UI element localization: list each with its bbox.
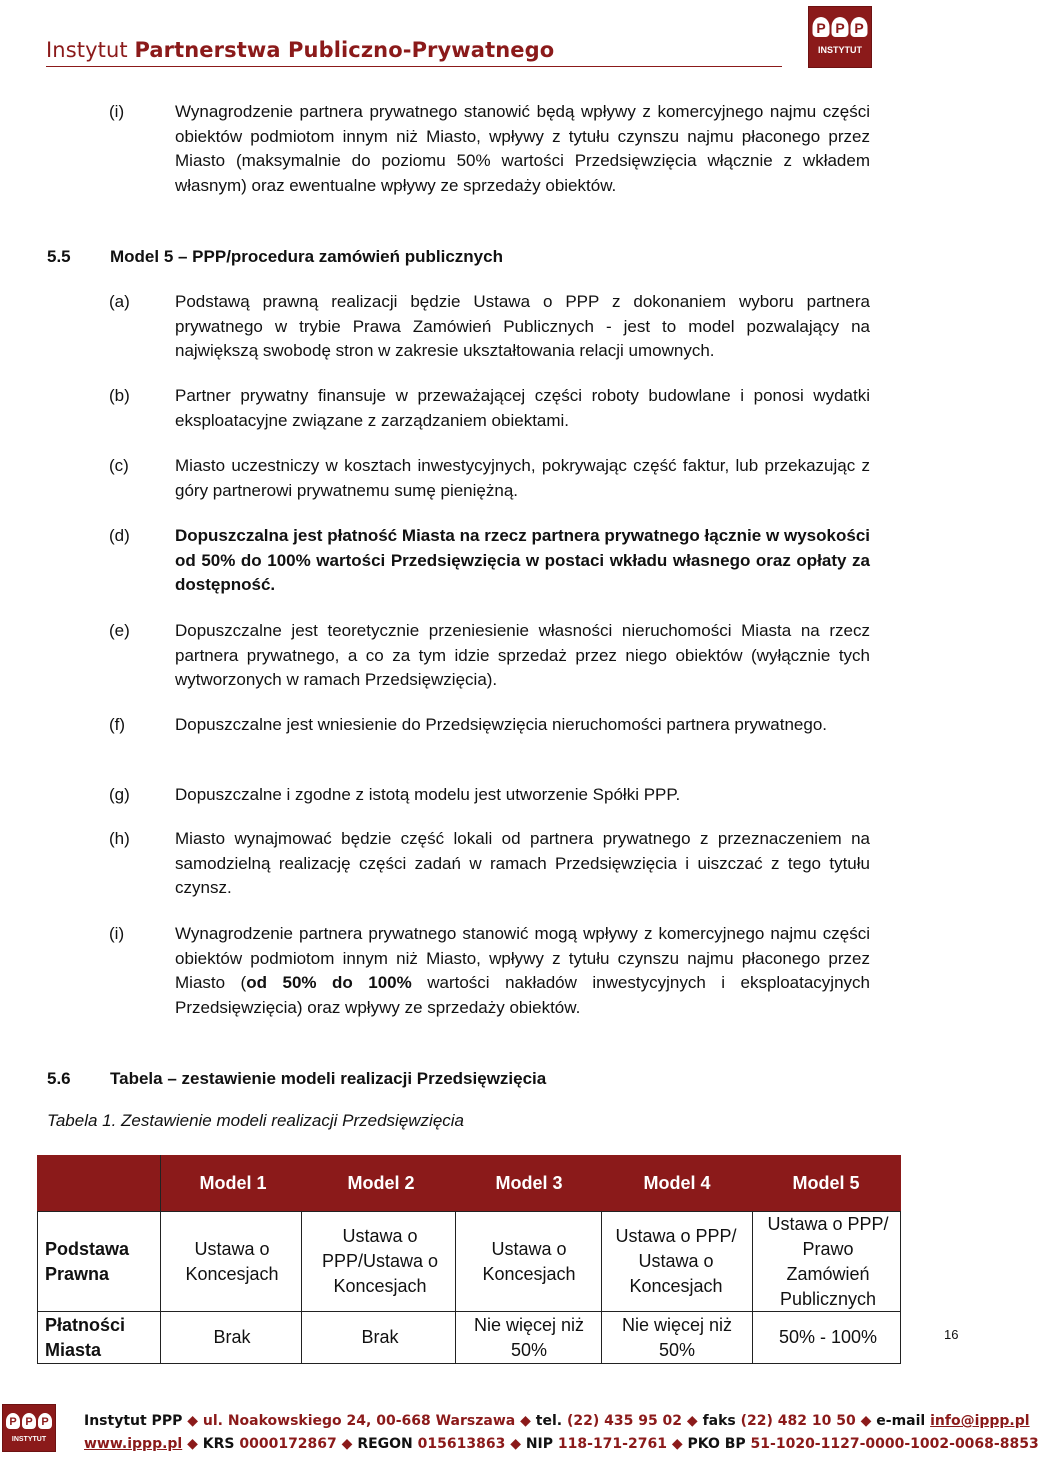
row-header: Płatności Miasta [45, 1314, 126, 1360]
column-header: Model 1 [199, 1173, 267, 1193]
column-header: Model 3 [495, 1173, 563, 1193]
table-cell: Ustawa o PPP/Ustawa o Koncesjach [321, 1226, 439, 1296]
website-link[interactable]: www.ippp.pl [84, 1436, 183, 1452]
table-cell: Ustawa o Koncesjach [185, 1238, 279, 1284]
email-link[interactable]: info@ippp.pl [930, 1413, 1030, 1429]
table-cell: Brak [361, 1327, 399, 1347]
footer-ppp-logo: P P P INSTYTUT [2, 1404, 56, 1452]
column-header: Model 2 [347, 1173, 415, 1193]
table-cell: Ustawa o PPP/ Ustawa o Koncesjach [615, 1226, 737, 1296]
table-cell: Nie więcej niż 50% [621, 1314, 733, 1360]
table-caption: Tabela 1. Zestawienie modeli realizacji Przedsięwzięcia [47, 1111, 465, 1130]
footer-registry-line: www.ippp.pl ◆ KRS 0000172867 ◆ REGON 015613863 ◆ NIP 118-171-2761 ◆ PKO BP 51-1020-1127-0000-1002-0068-8853 [84, 1436, 1039, 1452]
table-cell: Ustawa o Koncesjach [482, 1238, 576, 1284]
header-rule [46, 66, 782, 67]
row-header: Podstawa Prawna [45, 1238, 130, 1284]
table-divider [601, 1211, 602, 1364]
column-header: Model 5 [792, 1173, 860, 1193]
header-title: Instytut Partnerstwa Publiczno-Prywatnego [46, 38, 555, 62]
section-heading-5-6: 5.6 Tabela – zestawienie modeli realizacji Przedsięwzięcia [47, 1069, 547, 1088]
table-divider [752, 1211, 753, 1364]
section-heading-5-5: 5.5 Model 5 – PPP/procedura zamówień publicznych [47, 247, 503, 266]
column-header: Model 4 [643, 1173, 711, 1193]
table-divider [455, 1211, 456, 1364]
table-cell: Nie więcej niż 50% [473, 1314, 585, 1360]
table-cell: 50% - 100% [778, 1327, 878, 1347]
table-divider [160, 1155, 161, 1364]
footer-contact-line: Instytut PPP ◆ ul. Noakowskiego 24, 00-668 Warszawa ◆ tel. (22) 435 95 02 ◆ faks (22) 482 10 50 ◆ e-mail info@ippp.pl [84, 1413, 1030, 1429]
table-divider [301, 1211, 302, 1364]
page-number: 16 [944, 1327, 959, 1342]
table-cell: Ustawa o PPP/ Prawo Zamówień Publicznych [767, 1213, 889, 1309]
table-cell: Brak [213, 1327, 251, 1347]
ppp-logo: P P P INSTYTUT [808, 6, 872, 68]
